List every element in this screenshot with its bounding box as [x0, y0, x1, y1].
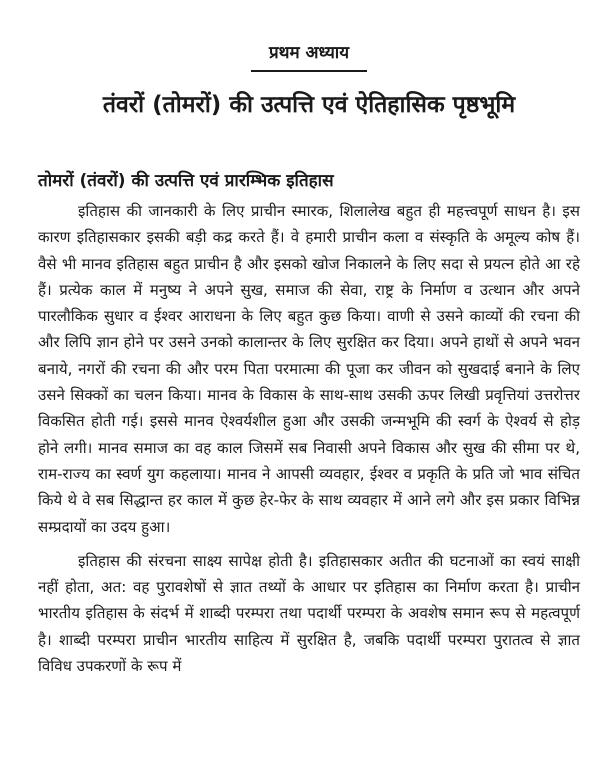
- chapter-title: तंवरों (तोमरों) की उत्पत्ति एवं ऐतिहासिक पृष्ठभूमि: [102, 92, 516, 118]
- paragraph-2: इतिहास की संरचना साक्ष्य सापेक्ष होती है। इतिहासकार अतीत की घटनाओं का स्वयं साक्षी नहीं होता, अत: वह पुरावशेषों से ज्ञात तथ्यों के आधार पर इतिहास का निर्माण करता है। प्राचीन भारतीय इतिहास के संदर्भ में शाब्दी परम्परा तथा पदार्थी परम्परा के अवशेष समान रूप से महत्वपूर्ण है। शाब्दी परम्परा प्राचीन भारतीय साहित्य में सुरक्षित है, जबकि पदार्थी परम्परा पुरातत्व से ज्ञात विविध उपकरणों के रूप में: [38, 551, 580, 676]
- chapter-label: [38, 40, 580, 72]
- chapter-label-text: प्रथम अध्याय: [251, 40, 367, 72]
- section-heading: तोमरों (तंवरों) की उत्पत्ति एवं प्रारम्भिक इतिहास: [38, 171, 334, 191]
- paragraph-1: इतिहास की जानकारी के लिए प्राचीन स्मारक, शिलालेख बहुत ही महत्त्वपूर्ण साधन है। इस कारण इतिहासकार इसकी बड़ी कद्र करते हैं। वे हमारी प्राचीन कला व संस्कृति के अमूल्य कोष हैं। वैसे भी मानव इतिहास बहुत प्राचीन है और इसको खोज निकालने के लिए सदा से प्रयत्न होते आ रहे हैं। प्रत्येक काल में मनुष्य ने अपने सुख, समाज की सेवा, राष्ट्र के निर्माण व उत्थान और अपने पारलौकिक सुधार व ईश्वर आराधना के लिए बहुत कुछ किया। वाणी से उसने काव्यों की रचना की और लिपि ज्ञान होने पर उसने उनको कालान्तर के लिए सुरक्षित कर दिया। अपने हाथों से अपने भवन बनाये, नगरों की रचना की और परम पिता परमात्मा की पूजा कर जीवन को सुखदाई बनाने के लिए उसने सिक्कों का चलन किया। मानव के विकास के साथ-साथ उसकी ऊपर लिखी प्रवृत्तियां उत्तरोत्तर विकसित होती गई। इससे मानव ऐश्वर्यशील हुआ और उसकी जन्मभूमि की स्वर्ग के ऐश्वर्य से होड़ होने लगी। मानव समाज का वह काल जिसमें सब निवासी अपने विकास और सुख की सीमा पर थे, राम-राज्य का स्वर्ण युग कहलाया। मानव ने आपसी व्यवहार, ईश्वर व प्रकृति के प्रति जो भाव संचित किये थे वे सब सिद्धान्त हर काल में कुछ हेर-फेर के साथ व्यवहार में आने लगे और इस प्रकार विभिन्न सम्प्रदायों का उदय हुआ।: [38, 202, 580, 536]
